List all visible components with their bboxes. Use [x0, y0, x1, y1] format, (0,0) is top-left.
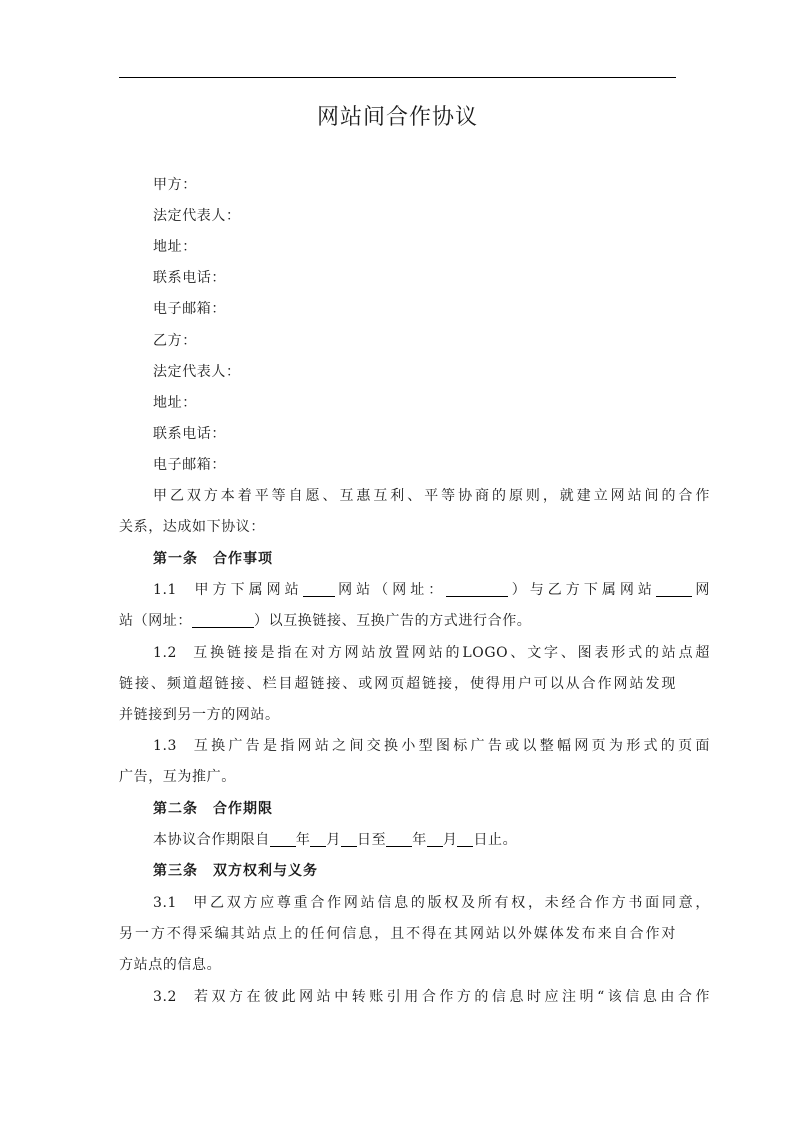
end-year-blank[interactable] [386, 832, 412, 847]
clause-3-2-line-1: 3.2 若双方在彼此网站中转账引用合作方的信息时应注明“该信息由合作 [153, 989, 710, 1005]
term-line: 本协议合作期限自 年 月 日至 年 月 日止。 [153, 832, 518, 848]
site-name-blank-a[interactable] [303, 582, 335, 597]
clause-1-1-line-1: 1.1 甲方下属网站 网站（网址： ）与乙方下属网站 网 [153, 582, 710, 598]
clause-3-1-line-1: 3.1 甲乙双方应尊重合作网站信息的版权及所有权，未经合作方书面同意， [153, 895, 710, 911]
intro-line-1: 甲乙双方本着平等自愿、互惠互利、平等协商的原则，就建立网站间的合作 [153, 488, 710, 504]
intro-line-2: 关系，达成如下协议： [119, 519, 265, 535]
clause-1-2-line-3: 并链接到另一方的网站。 [119, 707, 280, 723]
clause-1-2-line-1: 1.2 互换链接是指在对方网站放置网站的LOGO、文字、图表形式的站点超 [153, 645, 710, 661]
party-b-label: 乙方： [153, 333, 197, 349]
url-blank-b[interactable] [192, 613, 254, 628]
party-a-email: 电子邮箱： [153, 301, 226, 317]
page-title: 网站间合作协议 [316, 105, 478, 130]
clause-1-3-line-2: 广告，互为推广。 [119, 769, 236, 785]
party-a-address: 地址： [153, 239, 197, 255]
end-month-blank[interactable] [427, 832, 443, 847]
party-a-rep: 法定代表人： [153, 208, 241, 224]
site-name-blank-b[interactable] [656, 582, 692, 597]
party-b-address: 地址： [153, 395, 197, 411]
article-2-heading: 第二条 合作期限 [153, 801, 273, 817]
article-3-heading: 第三条 双方权利与义务 [153, 863, 318, 879]
clause-1-1-line-2: 站（网址： ）以互换链接、互换广告的方式进行合作。 [119, 613, 532, 629]
clause-1-3-line-1: 1.3 互换广告是指网站之间交换小型图标广告或以整幅网页为形式的页面 [153, 738, 710, 754]
clause-3-1-line-2: 另一方不得采编其站点上的任何信息，且不得在其网站以外媒体发布来自合作对 [119, 926, 676, 942]
party-a-phone: 联系电话： [153, 270, 226, 286]
header-rule [119, 77, 676, 78]
start-year-blank[interactable] [270, 832, 296, 847]
article-1-heading: 第一条 合作事项 [153, 551, 273, 567]
party-a-label: 甲方： [153, 177, 197, 193]
start-day-blank[interactable] [341, 832, 357, 847]
clause-1-2-line-2: 链接、频道超链接、栏目超链接、或网页超链接，使得用户可以从合作网站发现 [119, 676, 676, 692]
party-b-rep: 法定代表人： [153, 364, 241, 380]
start-month-blank[interactable] [310, 832, 326, 847]
clause-3-1-line-3: 方站点的信息。 [119, 957, 222, 973]
end-day-blank[interactable] [457, 832, 473, 847]
party-b-email: 电子邮箱： [153, 457, 226, 473]
url-blank-a[interactable] [446, 582, 508, 597]
party-b-phone: 联系电话： [153, 426, 226, 442]
